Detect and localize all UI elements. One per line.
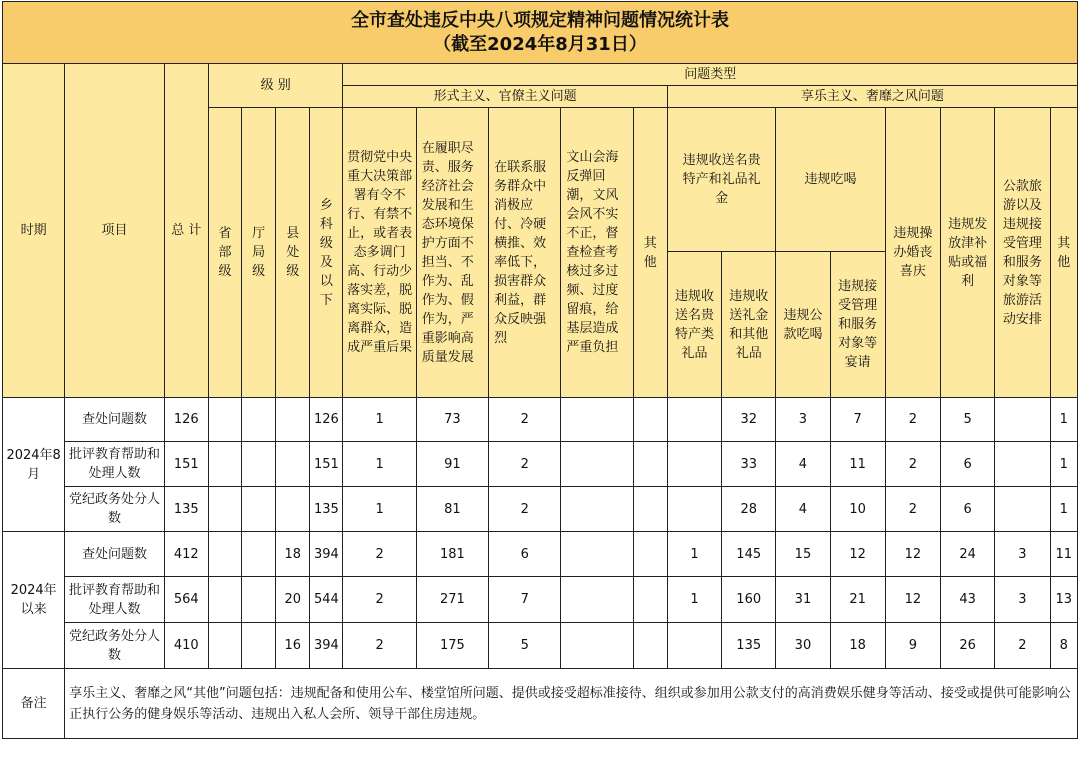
header-hedonism-group: 享乐主义、奢靡之风问题 [667, 86, 1077, 108]
value-cell: 1 [667, 532, 721, 577]
value-cell [561, 623, 633, 669]
value-cell: 1 [1050, 442, 1078, 487]
value-cell: 135 [164, 487, 208, 532]
period-cell: 2024年8月 [3, 398, 65, 532]
value-cell: 91 [416, 442, 488, 487]
value-cell [242, 532, 276, 577]
header-hedonism-other: 其他 [1050, 108, 1078, 398]
table-row [3, 442, 1078, 487]
header-gift-money: 违规收送礼金和其他礼品 [722, 252, 776, 398]
header-level-county: 县处级 [276, 108, 310, 398]
value-cell: 2 [489, 398, 561, 442]
table-title [3, 2, 1078, 64]
value-cell: 5 [489, 623, 561, 669]
header-formalism-col-4: 文山会海反弹回潮，文风会风不实不正，督查检查考核过多过频、过度留痕，给基层造成严重负担 [561, 108, 633, 398]
value-cell: 1 [667, 577, 721, 623]
value-cell: 564 [164, 577, 208, 623]
value-cell: 18 [830, 623, 885, 669]
value-cell: 73 [416, 398, 488, 442]
value-cell: 12 [830, 532, 885, 577]
note-text: 享乐主义、奢靡之风“其他”问题包括：违规配备和使用公车、楼堂馆所问题、提供或接受超标准接待、组织或参加用公款支付的高消费娱乐健身等活动、接受或提供可能影响公正执行公务的健身娱乐等活动、违规出入私人会所、领导干部住房违规。 [65, 669, 1078, 739]
value-cell: 175 [416, 623, 488, 669]
value-cell: 2 [489, 487, 561, 532]
value-cell [276, 442, 310, 487]
item-cell: 查处问题数 [65, 398, 164, 442]
period-cell: 2024年以来 [3, 532, 65, 669]
value-cell: 26 [941, 623, 995, 669]
header-gift-specialty: 违规收送名贵特产类礼品 [667, 252, 721, 398]
table-row [3, 398, 1078, 442]
value-cell [633, 577, 667, 623]
value-cell: 7 [830, 398, 885, 442]
item-cell: 批评教育帮助和处理人数 [65, 577, 164, 623]
table-row [3, 577, 1078, 623]
value-cell: 2 [885, 398, 940, 442]
table-title-main: 全市查处违反中央八项规定精神问题情况统计表 [351, 9, 729, 31]
value-cell: 2 [885, 487, 940, 532]
value-cell: 33 [722, 442, 776, 487]
header-gift-group: 违规收送名贵特产和礼品礼金 [667, 108, 775, 252]
value-cell: 160 [722, 577, 776, 623]
value-cell: 28 [722, 487, 776, 532]
value-cell: 15 [776, 532, 830, 577]
header-wedding-funeral: 违规操办婚丧喜庆 [885, 108, 940, 398]
value-cell [633, 532, 667, 577]
value-cell [995, 487, 1050, 532]
value-cell: 3 [995, 577, 1050, 623]
header-item: 项目 [65, 64, 164, 398]
value-cell [242, 623, 276, 669]
header-formalism-col-3: 在联系服务群众中消极应付、冷硬横推、效率低下，损害群众利益，群众反映强烈 [489, 108, 561, 398]
value-cell [667, 442, 721, 487]
value-cell: 24 [941, 532, 995, 577]
value-cell: 6 [941, 487, 995, 532]
value-cell [995, 442, 1050, 487]
statistics-table [2, 1, 1078, 739]
value-cell [208, 577, 241, 623]
value-cell: 2 [489, 442, 561, 487]
value-cell: 43 [941, 577, 995, 623]
value-cell: 6 [941, 442, 995, 487]
value-cell [995, 398, 1050, 442]
value-cell [208, 532, 241, 577]
header-level-bureau: 厅局级 [242, 108, 276, 398]
header-formalism-col-1: 贯彻党中央重大决策部署有令不行、有禁不止，或者表态多调门高、行动少落实差，脱离实际、脱离群众，造成严重后果 [343, 108, 416, 398]
value-cell [242, 577, 276, 623]
value-cell: 11 [830, 442, 885, 487]
value-cell: 18 [276, 532, 310, 577]
value-cell: 2 [885, 442, 940, 487]
value-cell: 81 [416, 487, 488, 532]
note-label: 备注 [3, 669, 65, 739]
value-cell: 1 [343, 442, 416, 487]
value-cell: 3 [776, 398, 830, 442]
header-level-group: 级 别 [208, 64, 343, 108]
value-cell: 7 [489, 577, 561, 623]
value-cell: 394 [310, 623, 343, 669]
value-cell [561, 532, 633, 577]
value-cell [633, 398, 667, 442]
value-cell: 4 [776, 487, 830, 532]
value-cell: 12 [885, 577, 940, 623]
item-cell: 批评教育帮助和处理人数 [65, 442, 164, 487]
value-cell: 151 [310, 442, 343, 487]
value-cell [208, 623, 241, 669]
value-cell [667, 623, 721, 669]
value-cell [208, 398, 241, 442]
value-cell: 181 [416, 532, 488, 577]
value-cell [561, 577, 633, 623]
value-cell: 2 [343, 532, 416, 577]
value-cell: 2 [343, 577, 416, 623]
value-cell [667, 487, 721, 532]
header-level-provincial: 省部级 [208, 108, 241, 398]
table-title-date: （截至2024年8月31日） [433, 33, 647, 55]
note-row [3, 669, 1078, 739]
value-cell [633, 487, 667, 532]
value-cell: 544 [310, 577, 343, 623]
value-cell: 2 [995, 623, 1050, 669]
item-cell: 党纪政务处分人数 [65, 623, 164, 669]
value-cell: 8 [1050, 623, 1078, 669]
table-row [3, 532, 1078, 577]
header-problem-types: 问题类型 [343, 64, 1078, 86]
value-cell: 9 [885, 623, 940, 669]
value-cell: 126 [164, 398, 208, 442]
header-total: 总 计 [164, 64, 208, 398]
value-cell [561, 487, 633, 532]
value-cell [208, 442, 241, 487]
value-cell: 4 [776, 442, 830, 487]
value-cell: 30 [776, 623, 830, 669]
value-cell [633, 442, 667, 487]
value-cell: 145 [722, 532, 776, 577]
header-dining-banquet: 违规接受管理和服务对象等宴请 [830, 252, 885, 398]
value-cell: 12 [885, 532, 940, 577]
value-cell: 20 [276, 577, 310, 623]
value-cell: 271 [416, 577, 488, 623]
header-formalism-group: 形式主义、官僚主义问题 [343, 86, 667, 108]
header-dining-public: 违规公款吃喝 [776, 252, 830, 398]
value-cell [208, 487, 241, 532]
value-cell: 21 [830, 577, 885, 623]
value-cell: 31 [776, 577, 830, 623]
header-dining-group: 违规吃喝 [776, 108, 885, 252]
header-formalism-other: 其他 [633, 108, 667, 398]
value-cell: 126 [310, 398, 343, 442]
value-cell [242, 398, 276, 442]
value-cell: 5 [941, 398, 995, 442]
table-row [3, 487, 1078, 532]
value-cell: 151 [164, 442, 208, 487]
value-cell: 6 [489, 532, 561, 577]
header-subsidies: 违规发放津补贴或福利 [941, 108, 995, 398]
value-cell: 1 [1050, 487, 1078, 532]
value-cell: 32 [722, 398, 776, 442]
value-cell: 2 [343, 623, 416, 669]
value-cell: 10 [830, 487, 885, 532]
value-cell [561, 398, 633, 442]
item-cell: 查处问题数 [65, 532, 164, 577]
value-cell [561, 442, 633, 487]
value-cell: 410 [164, 623, 208, 669]
value-cell [633, 623, 667, 669]
value-cell: 3 [995, 532, 1050, 577]
value-cell: 13 [1050, 577, 1078, 623]
value-cell [276, 398, 310, 442]
value-cell: 1 [343, 487, 416, 532]
header-formalism-col-2: 在履职尽责、服务经济社会发展和生态环境保护方面不担当、不作为、乱作为、假作为，严重影响高质量发展 [416, 108, 488, 398]
value-cell: 1 [343, 398, 416, 442]
value-cell [242, 487, 276, 532]
value-cell [242, 442, 276, 487]
value-cell: 16 [276, 623, 310, 669]
value-cell [276, 487, 310, 532]
value-cell [667, 398, 721, 442]
item-cell: 党纪政务处分人数 [65, 487, 164, 532]
value-cell: 11 [1050, 532, 1078, 577]
value-cell: 135 [310, 487, 343, 532]
value-cell: 1 [1050, 398, 1078, 442]
header-period: 时期 [3, 64, 65, 398]
header-travel: 公款旅游以及违规接受管理和服务对象等旅游活动安排 [995, 108, 1050, 398]
value-cell: 394 [310, 532, 343, 577]
header-level-township: 乡科级及以下 [310, 108, 343, 398]
value-cell: 135 [722, 623, 776, 669]
value-cell: 412 [164, 532, 208, 577]
table-row [3, 623, 1078, 669]
